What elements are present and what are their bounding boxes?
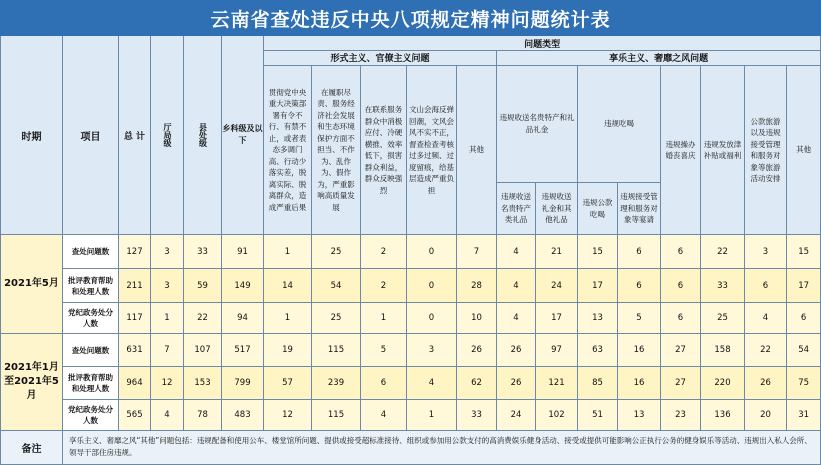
header-h5: 公款旅游以及违规接受管理和服务对象等旅游活动安排 — [745, 65, 787, 234]
value-cell: 799 — [222, 367, 264, 400]
value-cell: 24 — [536, 269, 578, 303]
value-cell: 6 — [661, 269, 701, 303]
value-cell: 220 — [701, 367, 745, 400]
row-item-label: 查处问题数 — [63, 235, 119, 269]
value-cell: 31 — [787, 400, 821, 431]
value-cell: 21 — [536, 235, 578, 269]
value-cell: 13 — [618, 400, 661, 431]
header-xiang-ke: 乡科级及以下 — [222, 36, 264, 235]
value-cell: 4 — [361, 400, 407, 431]
value-cell: 12 — [264, 400, 312, 431]
value-cell: 115 — [312, 334, 361, 367]
value-cell: 1 — [151, 303, 184, 334]
value-cell: 3 — [745, 235, 787, 269]
header-h2a: 违规公款吃喝 — [578, 182, 618, 234]
header-h1a: 违规收送名贵特产类礼品 — [497, 182, 536, 234]
value-cell: 17 — [578, 269, 618, 303]
table-title: 云南省查处违反中央八项规定精神问题统计表 — [1, 1, 821, 36]
value-cell: 27 — [661, 334, 701, 367]
value-cell: 964 — [119, 367, 151, 400]
value-cell: 3 — [151, 235, 184, 269]
row-item-label: 批评教育帮助和处理人数 — [63, 367, 119, 400]
value-cell: 22 — [745, 334, 787, 367]
value-cell: 33 — [701, 269, 745, 303]
header-problem-type: 问题类型 — [264, 36, 821, 51]
value-cell: 0 — [407, 303, 457, 334]
value-cell: 26 — [457, 334, 497, 367]
value-cell: 483 — [222, 400, 264, 431]
value-cell: 26 — [745, 367, 787, 400]
header-h1b: 违规收送礼金和其他礼品 — [536, 182, 578, 234]
value-cell: 4 — [497, 235, 536, 269]
value-cell: 2 — [361, 235, 407, 269]
value-cell: 239 — [312, 367, 361, 400]
value-cell: 15 — [787, 235, 821, 269]
value-cell: 13 — [578, 303, 618, 334]
value-cell: 6 — [661, 235, 701, 269]
value-cell: 25 — [701, 303, 745, 334]
value-cell: 6 — [361, 367, 407, 400]
value-cell: 1 — [264, 303, 312, 334]
value-cell: 6 — [787, 303, 821, 334]
value-cell: 107 — [184, 334, 222, 367]
value-cell: 14 — [264, 269, 312, 303]
value-cell: 3 — [407, 334, 457, 367]
value-cell: 91 — [222, 235, 264, 269]
value-cell: 127 — [119, 235, 151, 269]
value-cell: 631 — [119, 334, 151, 367]
value-cell: 19 — [264, 334, 312, 367]
value-cell: 0 — [407, 235, 457, 269]
header-f-other: 其他 — [457, 65, 497, 234]
header-hedonism-group: 享乐主义、奢靡之风问题 — [497, 51, 821, 66]
value-cell: 121 — [536, 367, 578, 400]
value-cell: 22 — [184, 303, 222, 334]
value-cell: 33 — [184, 235, 222, 269]
value-cell: 20 — [745, 400, 787, 431]
value-cell: 117 — [119, 303, 151, 334]
value-cell: 1 — [407, 400, 457, 431]
value-cell: 15 — [578, 235, 618, 269]
header-f1: 贯彻党中央重大决策部署有令不行、有禁不止，或者表态多调门高、行动少落实差，脱离实际、脱离群众，造成严重后果 — [264, 65, 312, 234]
value-cell: 12 — [151, 367, 184, 400]
value-cell: 54 — [312, 269, 361, 303]
header-f4: 文山会海反弹回潮，文风会风不实不正，督查检查考核过多过频、过度留痕，给基层造成严重负担 — [407, 65, 457, 234]
value-cell: 27 — [661, 367, 701, 400]
table-row — [1, 235, 821, 269]
table-row — [1, 303, 821, 334]
value-cell: 25 — [312, 235, 361, 269]
header-h-other: 其他 — [787, 65, 821, 234]
value-cell: 565 — [119, 400, 151, 431]
value-cell: 97 — [536, 334, 578, 367]
header-xian-chu-label: 县处级 — [198, 123, 208, 148]
value-cell: 25 — [312, 303, 361, 334]
table-row — [1, 400, 821, 431]
table-body — [1, 235, 821, 431]
period-label: 2021年5月 — [1, 235, 63, 334]
value-cell: 85 — [578, 367, 618, 400]
row-item-label: 党纪政务处分人数 — [63, 303, 119, 334]
value-cell: 22 — [701, 235, 745, 269]
value-cell: 3 — [151, 269, 184, 303]
value-cell: 2 — [361, 269, 407, 303]
value-cell: 6 — [618, 269, 661, 303]
value-cell: 10 — [457, 303, 497, 334]
row-item-label: 查处问题数 — [63, 334, 119, 367]
header-f3: 在联系服务群众中消极应付、冷硬横推、效率低下，损害群众利益，群众反映强烈 — [361, 65, 407, 234]
header-ting-ju-label: 厅局级 — [163, 123, 172, 148]
value-cell: 59 — [184, 269, 222, 303]
value-cell: 6 — [661, 303, 701, 334]
header-xian-chu — [184, 36, 222, 235]
header-formalism-group: 形式主义、官僚主义问题 — [264, 51, 497, 66]
header-h4: 违规发放津补贴或福利 — [701, 65, 745, 234]
value-cell: 4 — [407, 367, 457, 400]
header-h2b: 违规接受管理和服务对象等宴请 — [618, 182, 661, 234]
value-cell: 24 — [497, 400, 536, 431]
value-cell: 4 — [497, 269, 536, 303]
value-cell: 4 — [745, 303, 787, 334]
value-cell: 158 — [701, 334, 745, 367]
value-cell: 102 — [536, 400, 578, 431]
value-cell: 0 — [407, 269, 457, 303]
value-cell: 5 — [618, 303, 661, 334]
value-cell: 62 — [457, 367, 497, 400]
value-cell: 115 — [312, 400, 361, 431]
value-cell: 16 — [618, 334, 661, 367]
table-row — [1, 367, 821, 400]
header-h3: 违规操办婚丧喜庆 — [661, 65, 701, 234]
row-item-label: 批评教育帮助和处理人数 — [63, 269, 119, 303]
header-f2: 在履职尽责、服务经济社会发展和生态环境保护方面不担当、不作为、乱作为、假作为，严重影响高质量发展 — [312, 65, 361, 234]
value-cell: 211 — [119, 269, 151, 303]
row-item-label: 党纪政务处分人数 — [63, 400, 119, 431]
value-cell: 57 — [264, 367, 312, 400]
value-cell: 75 — [787, 367, 821, 400]
note-label: 备注 — [1, 430, 63, 464]
value-cell: 54 — [787, 334, 821, 367]
value-cell: 33 — [457, 400, 497, 431]
value-cell: 1 — [361, 303, 407, 334]
value-cell: 5 — [361, 334, 407, 367]
value-cell: 4 — [151, 400, 184, 431]
value-cell: 7 — [457, 235, 497, 269]
value-cell: 7 — [151, 334, 184, 367]
header-ting-ju — [151, 36, 184, 235]
value-cell: 16 — [618, 367, 661, 400]
value-cell: 94 — [222, 303, 264, 334]
table-row — [1, 334, 821, 367]
header-h2: 违规吃喝 — [578, 65, 661, 182]
value-cell: 51 — [578, 400, 618, 431]
period-label: 2021年1月至2021年5月 — [1, 334, 63, 431]
value-cell: 1 — [264, 235, 312, 269]
value-cell: 153 — [184, 367, 222, 400]
value-cell: 517 — [222, 334, 264, 367]
value-cell: 23 — [661, 400, 701, 431]
note-text: 享乐主义、奢靡之风“其他”问题包括：违规配备和使用公车、楼堂馆所问题、提供或接受超标准接待、组织或参加用公款支付的高消费娱乐健身活动、接受或提供可能影响公正执行公务的健身娱乐等活动、违规出入私人会所、领导干部住房违规。 — [63, 430, 821, 464]
header-item: 项目 — [63, 36, 119, 235]
value-cell: 26 — [497, 367, 536, 400]
value-cell: 4 — [497, 303, 536, 334]
value-cell: 17 — [536, 303, 578, 334]
value-cell: 136 — [701, 400, 745, 431]
header-h1: 违规收送名贵特产和礼品礼金 — [497, 65, 578, 182]
value-cell: 149 — [222, 269, 264, 303]
value-cell: 6 — [745, 269, 787, 303]
value-cell: 6 — [618, 235, 661, 269]
value-cell: 17 — [787, 269, 821, 303]
header-total: 总 计 — [119, 36, 151, 235]
value-cell: 78 — [184, 400, 222, 431]
header-period: 时期 — [1, 36, 63, 235]
value-cell: 63 — [578, 334, 618, 367]
table-row — [1, 269, 821, 303]
value-cell: 28 — [457, 269, 497, 303]
value-cell: 26 — [497, 334, 536, 367]
